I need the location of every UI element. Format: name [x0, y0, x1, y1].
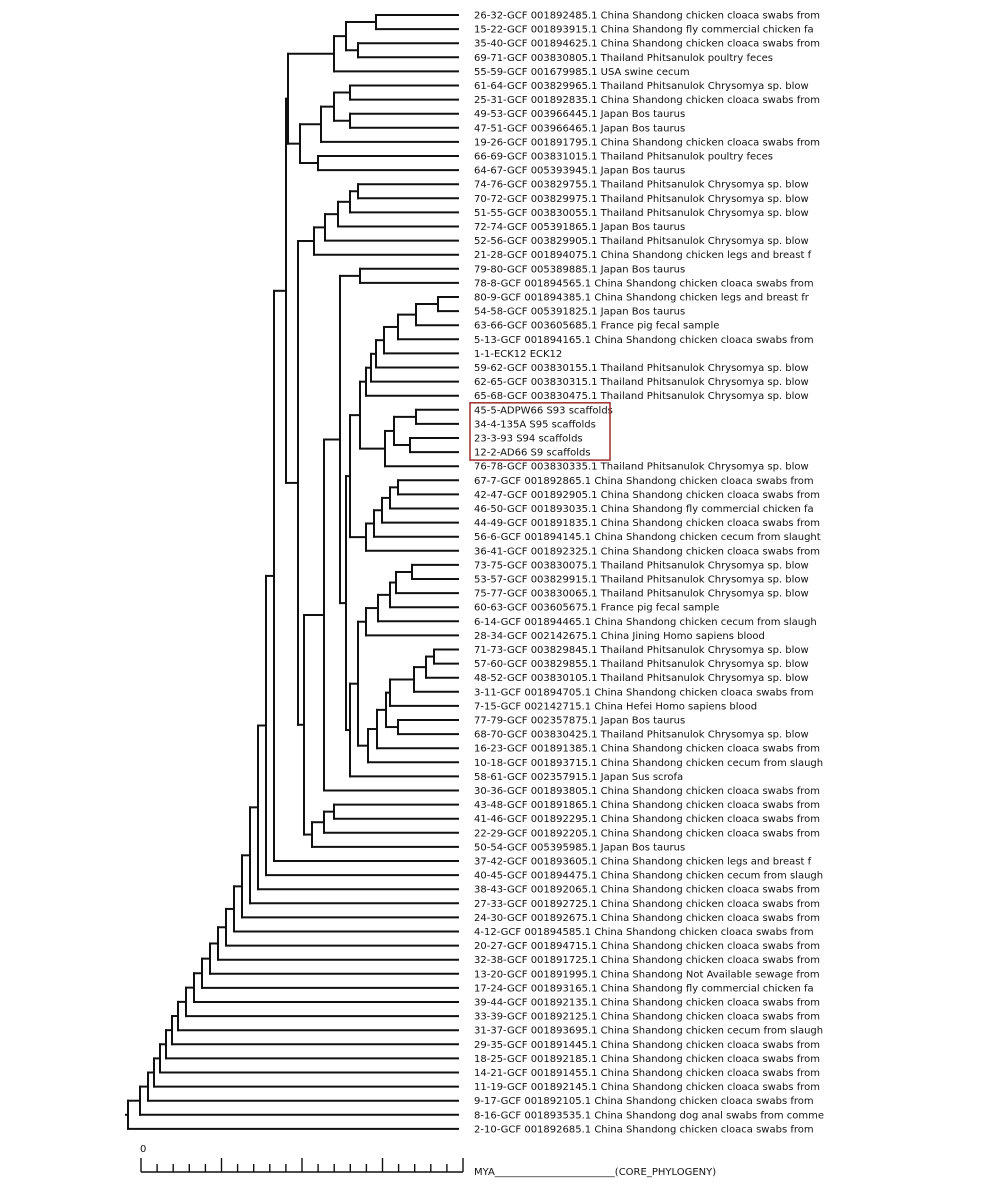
leaf-label: 32-38-GCF 001891725.1 China Shandong chicken cloaca swabs from [474, 955, 820, 967]
leaf-label: 73-75-GCF 003830075.1 Thailand Phitsanulok Chrysomya sp. blow [474, 560, 809, 572]
leaf-label: 55-59-GCF 001679985.1 USA swine cecum [474, 66, 690, 78]
leaf-label: 3-11-GCF 001894705.1 China Shandong chicken cloaca swabs from [474, 687, 814, 699]
leaf-labels [474, 11, 824, 1136]
leaf-label: 49-53-GCF 003966445.1 Japan Bos taurus [474, 109, 686, 121]
leaf-label: 58-61-GCF 002357915.1 Japan Sus scrofa [474, 771, 684, 783]
leaf-label: 80-9-GCF 001894385.1 China Shandong chicken legs and breast fr [474, 292, 809, 304]
leaf-label: 10-18-GCF 001893715.1 China Shandong chicken cecum from slaugh [474, 757, 824, 769]
leaf-label: 2-10-GCF 001892685.1 China Shandong chicken cloaca swabs from [474, 1124, 814, 1136]
leaf-label: 30-36-GCF 001893805.1 China Shandong chicken cloaca swabs from [474, 786, 820, 797]
leaf-label: 61-64-GCF 003829965.1 Thailand Phitsanulok Chrysomya sp. blow [474, 81, 809, 92]
axis-zero-label: 0 [140, 1144, 147, 1155]
leaf-label: 41-46-GCF 001892295.1 China Shandong chicken cloaca swabs from [474, 814, 820, 826]
leaf-label: 13-20-GCF 001891995.1 China Shandong Not Available sewage from [474, 969, 820, 981]
leaf-label: 36-41-GCF 001892325.1 China Shandong chicken cloaca swabs from [474, 546, 820, 558]
leaf-label: 1-1-ECK12 ECK12 [474, 348, 563, 360]
leaf-label: 23-3-93 S94 scaffolds [474, 433, 583, 445]
leaf-label: 66-69-GCF 003831015.1 Thailand Phitsanulok poultry feces [474, 151, 773, 163]
leaf-label: 20-27-GCF 001894715.1 China Shandong chicken cloaca swabs from [474, 941, 820, 953]
leaf-label: 59-62-GCF 003830155.1 Thailand Phitsanulok Chrysomya sp. blow [474, 363, 809, 374]
leaf-label: 57-60-GCF 003829855.1 Thailand Phitsanulok Chrysomya sp. blow [474, 659, 809, 671]
leaf-label: 45-5-ADPW66 S93 scaffolds [474, 405, 613, 417]
leaf-label: 26-32-GCF 001892485.1 China Shandong chicken cloaca swabs from [474, 10, 820, 22]
leaf-label: 37-42-GCF 001893605.1 China Shandong chicken legs and breast f [474, 856, 812, 868]
leaf-label: 44-49-GCF 001891835.1 China Shandong chicken cloaca swabs from [474, 518, 820, 530]
leaf-label: 46-50-GCF 001893035.1 China Shandong fly commercial chicken fa [474, 504, 814, 515]
leaf-label: 24-30-GCF 001892675.1 China Shandong chicken cloaca swabs from [474, 912, 820, 924]
leaf-label: 70-72-GCF 003829975.1 Thailand Phitsanulok Chrysomya sp. blow [474, 193, 809, 205]
leaf-label: 53-57-GCF 003829915.1 Thailand Phitsanulok Chrysomya sp. blow [474, 574, 809, 586]
leaf-label: 52-56-GCF 003829905.1 Thailand Phitsanulok Chrysomya sp. blow [474, 236, 809, 248]
leaf-label: 19-26-GCF 001891795.1 China Shandong chicken cloaca swabs from [474, 137, 820, 149]
leaf-label: 68-70-GCF 003830425.1 Thailand Phitsanulok Chrysomya sp. blow [474, 729, 809, 741]
time-axis [140, 1144, 716, 1178]
leaf-label: 6-14-GCF 001894465.1 China Shandong chicken cecum from slaugh [474, 616, 817, 628]
leaf-label: 12-2-AD66 S9 scaffolds [474, 447, 591, 459]
leaf-label: 11-19-GCF 001892145.1 China Shandong chicken cloaca swabs from [474, 1082, 820, 1094]
leaf-label: 54-58-GCF 005391825.1 Japan Bos taurus [474, 306, 686, 318]
leaf-label: 4-12-GCF 001894585.1 China Shandong chicken cloaca swabs from [474, 927, 814, 938]
leaf-label: 63-66-GCF 003605685.1 France pig fecal sample [474, 320, 720, 332]
leaf-label: 8-16-GCF 001893535.1 China Shandong dog anal swabs from comme [474, 1110, 825, 1122]
leaf-label: 15-22-GCF 001893915.1 China Shandong fly commercial chicken fa [474, 24, 814, 36]
leaf-label: 64-67-GCF 005393945.1 Japan Bos taurus [474, 165, 686, 177]
leaf-label: 75-77-GCF 003830065.1 Thailand Phitsanulok Chrysomya sp. blow [474, 588, 809, 600]
leaf-label: 48-52-GCF 003830105.1 Thailand Phitsanulok Chrysomya sp. blow [474, 673, 809, 685]
leaf-label: 69-71-GCF 003830805.1 Thailand Phitsanulok poultry feces [474, 52, 773, 64]
leaf-label: 71-73-GCF 003829845.1 Thailand Phitsanulok Chrysomya sp. blow [474, 645, 809, 656]
leaf-label: 35-40-GCF 001894625.1 China Shandong chicken cloaca swabs from [474, 38, 820, 50]
leaf-label: 33-39-GCF 001892125.1 China Shandong chicken cloaca swabs from [474, 1011, 820, 1023]
leaf-label: 34-4-135A S95 scaffolds [474, 419, 596, 431]
leaf-label: 72-74-GCF 005391865.1 Japan Bos taurus [474, 222, 686, 233]
leaf-label: 18-25-GCF 001892185.1 China Shandong chicken cloaca swabs from [474, 1053, 820, 1065]
leaf-label: 47-51-GCF 003966465.1 Japan Bos taurus [474, 123, 686, 135]
leaf-label: 9-17-GCF 001892105.1 China Shandong chicken cloaca swabs from [474, 1096, 814, 1108]
leaf-label: 67-7-GCF 001892865.1 China Shandong chicken cloaca swabs from [474, 475, 814, 487]
leaf-label: 56-6-GCF 001894145.1 China Shandong chicken cecum from slaught [474, 532, 821, 544]
leaf-label: 65-68-GCF 003830475.1 Thailand Phitsanulok Chrysomya sp. blow [474, 391, 809, 403]
tree-branches [126, 15, 458, 1129]
leaf-label: 42-47-GCF 001892905.1 China Shandong chicken cloaca swabs from [474, 489, 820, 501]
leaf-label: 16-23-GCF 001891385.1 China Shandong chicken cloaca swabs from [474, 743, 820, 755]
leaf-label: 28-34-GCF 002142675.1 China Jining Homo sapiens blood [474, 630, 765, 642]
leaf-label: 51-55-GCF 003830055.1 Thailand Phitsanulok Chrysomya sp. blow [474, 207, 809, 219]
leaf-label: 40-45-GCF 001894475.1 China Shandong chicken cecum from slaugh [474, 870, 824, 882]
leaf-label: 78-8-GCF 001894565.1 China Shandong chicken cloaca swabs from [474, 278, 814, 290]
leaf-label: 76-78-GCF 003830335.1 Thailand Phitsanulok Chrysomya sp. blow [474, 461, 809, 473]
leaf-label: 27-33-GCF 001892725.1 China Shandong chicken cloaca swabs from [474, 898, 820, 910]
leaf-label: 21-28-GCF 001894075.1 China Shandong chicken legs and breast f [474, 250, 812, 262]
leaf-label: 38-43-GCF 001892065.1 China Shandong chicken cloaca swabs from [474, 884, 820, 896]
leaf-label: 79-80-GCF 005389885.1 Japan Bos taurus [474, 264, 686, 276]
leaf-label: 5-13-GCF 001894165.1 China Shandong chicken cloaca swabs from [474, 334, 814, 346]
leaf-label: 22-29-GCF 001892205.1 China Shandong chicken cloaca swabs from [474, 828, 820, 840]
leaf-label: 14-21-GCF 001891455.1 China Shandong chicken cloaca swabs from [474, 1068, 820, 1079]
leaf-label: 50-54-GCF 005395985.1 Japan Bos taurus [474, 842, 686, 854]
leaf-label: 77-79-GCF 002357875.1 Japan Bos taurus [474, 715, 686, 727]
leaf-label: 43-48-GCF 001891865.1 China Shandong chicken cloaca swabs from [474, 800, 820, 812]
leaf-label: 60-63-GCF 003605675.1 France pig fecal sample [474, 602, 720, 614]
leaf-label: 39-44-GCF 001892135.1 China Shandong chicken cloaca swabs from [474, 997, 820, 1009]
leaf-label: 74-76-GCF 003829755.1 Thailand Phitsanulok Chrysomya sp. blow [474, 179, 809, 191]
leaf-label: 7-15-GCF 002142715.1 China Hefei Homo sapiens blood [474, 701, 758, 713]
leaf-label: 62-65-GCF 003830315.1 Thailand Phitsanulok Chrysomya sp. blow [474, 377, 809, 389]
leaf-label: 31-37-GCF 001893695.1 China Shandong chicken cecum from slaugh [474, 1025, 824, 1037]
leaf-label: 29-35-GCF 001891445.1 China Shandong chicken cloaca swabs from [474, 1039, 820, 1051]
leaf-label: 25-31-GCF 001892835.1 China Shandong chicken cloaca swabs from [474, 95, 820, 107]
leaf-label: 17-24-GCF 001893165.1 China Shandong fly commercial chicken fa [474, 983, 814, 995]
axis-caption: MYA________________________(CORE_PHYLOGENY) [474, 1167, 717, 1178]
